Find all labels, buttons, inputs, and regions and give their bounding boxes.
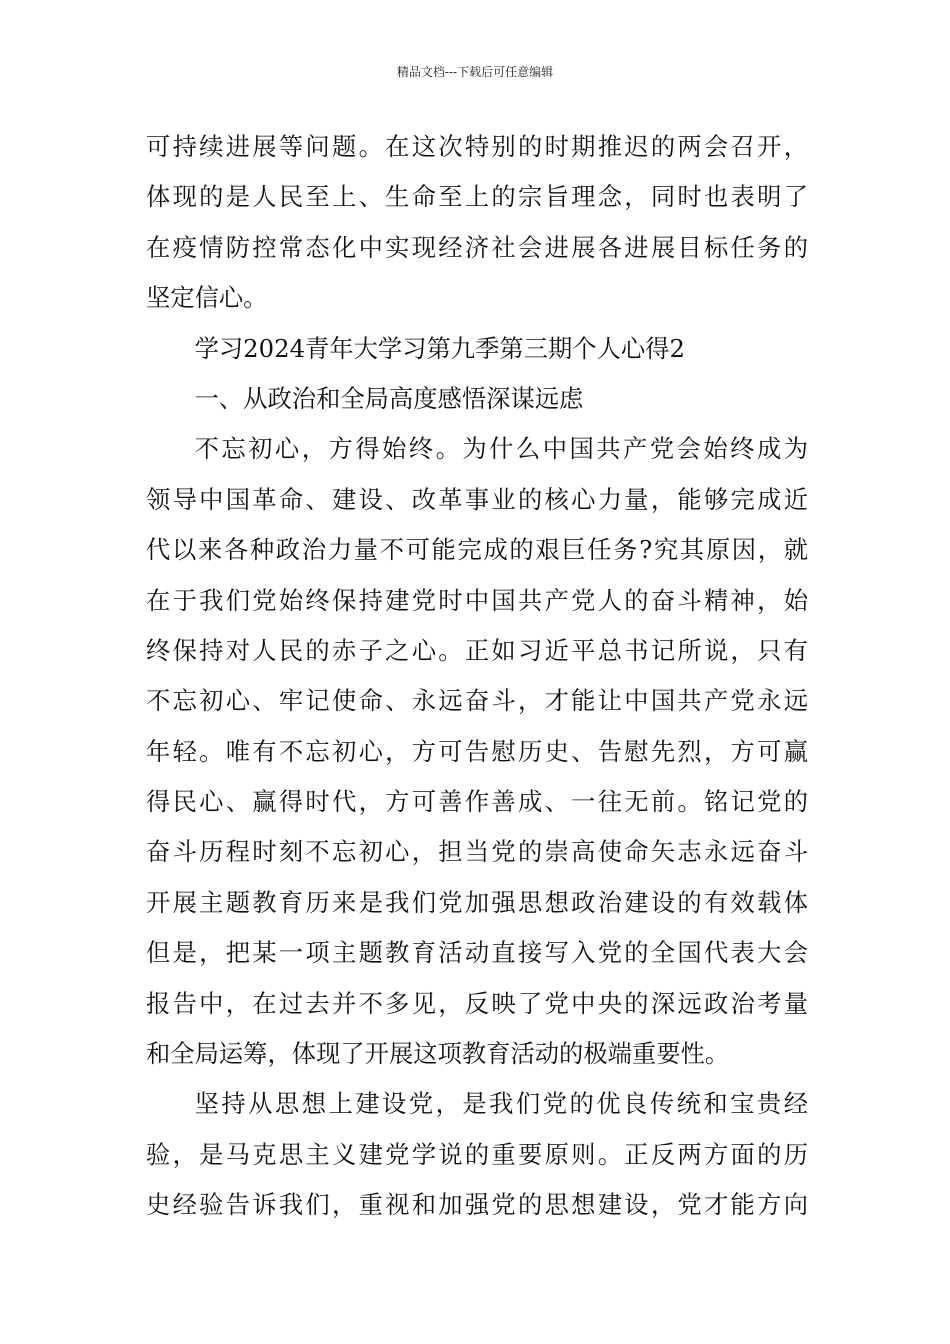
text-line: 代以来各种政治力量不可能完成的艰巨任务?究其原因，就 bbox=[146, 535, 808, 565]
text-line: 可持续进展等问题。在这次特别的时期推迟的两会召开， bbox=[146, 132, 808, 161]
text-line: 坚持从思想上建设党，是我们党的优良传统和宝贵经 bbox=[194, 1089, 808, 1119]
text-line: 体现的是人民至上、生命至上的宗旨理念，同时也表明了 bbox=[146, 182, 808, 212]
text-line: 年轻。唯有不忘初心，方可告慰历史、告慰先烈，方可赢 bbox=[146, 736, 808, 766]
section-title: 学习2024青年大学习第九季第三期个人心得2 bbox=[194, 333, 685, 363]
text-line: 验，是马克思主义建党学说的重要原则。正反两方面的历 bbox=[146, 1139, 808, 1169]
text-line: 领导中国革命、建设、改革事业的核心力量，能够完成近 bbox=[146, 484, 808, 514]
text-line: 报告中，在过去并不多见，反映了党中央的深远政治考量 bbox=[146, 988, 808, 1018]
text-line: 和全局运筹，体现了开展这项教育活动的极端重要性。 bbox=[146, 1039, 730, 1069]
section-heading: 一、从政治和全局高度感悟深谋远虑 bbox=[194, 383, 584, 413]
text-line: 终保持对人民的赤子之心。正如习近平总书记所说，只有 bbox=[146, 635, 808, 665]
text-line: 在疫情防控常态化中实现经济社会进展各进展目标任务的 bbox=[146, 232, 808, 262]
document-body bbox=[146, 122, 808, 1231]
text-line: 开展主题教育历来是我们党加强思想政治建设的有效载体 bbox=[146, 887, 808, 917]
text-line: 得民心、赢得时代，方可善作善成、一往无前。铭记党的 bbox=[146, 787, 808, 817]
page-header: 精品文档---下载后可任意编辑 bbox=[396, 65, 554, 79]
text-line: 史经验告诉我们，重视和加强党的思想建设，党才能方向 bbox=[146, 1190, 808, 1220]
text-line: 奋斗历程时刻不忘初心，担当党的崇高使命矢志永远奋斗 bbox=[146, 837, 808, 867]
text-line: 在于我们党始终保持建党时中国共产党人的奋斗精神，始 bbox=[146, 585, 808, 615]
text-line: 不忘初心，方得始终。为什么中国共产党会始终成为 bbox=[194, 434, 808, 464]
text-line: 但是，把某一项主题教育活动直接写入党的全国代表大会 bbox=[146, 938, 808, 968]
text-line: 不忘初心、牢记使命、永远奋斗，才能让中国共产党永远 bbox=[146, 686, 808, 716]
text-line: 坚定信心。 bbox=[146, 283, 268, 313]
